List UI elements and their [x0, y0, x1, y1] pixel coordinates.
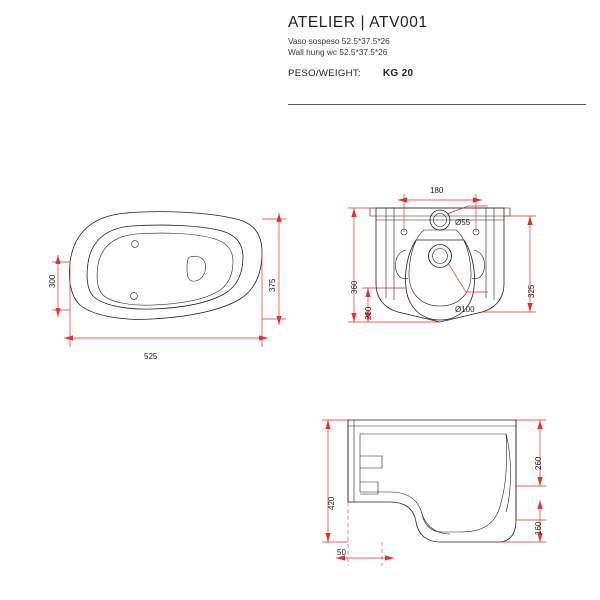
product-subtitle-en: Wall hung wc 52.5*37.5*26 [288, 46, 388, 57]
dim-rear-height-325: 325 [527, 284, 536, 298]
side-view-drawing [320, 400, 560, 575]
dim-side-offset-50: 50 [337, 548, 346, 557]
product-title: ATELIER | ATV001 [288, 14, 428, 31]
weight-label: PESO/WEIGHT: [288, 68, 361, 79]
rear-view-drawing [340, 180, 555, 360]
dim-top-depth-outer: 375 [268, 278, 277, 292]
dim-rear-bolt-spacing: 180 [430, 186, 444, 195]
dim-top-depth-inner: 300 [48, 274, 57, 288]
product-subtitle-it: Vaso sospeso 52.5*37.5*26 [288, 36, 390, 46]
dim-top-width: 525 [144, 352, 158, 361]
header-block [288, 14, 588, 79]
dim-rear-height-230: 230 [364, 306, 373, 320]
header-divider [288, 104, 586, 105]
dim-rear-inlet-dia: Ø55 [455, 218, 471, 227]
weight-value: KG 20 [382, 68, 414, 79]
dim-side-height-260: 260 [534, 456, 543, 470]
dim-rear-outlet-dia: Ø100 [455, 305, 475, 314]
dim-side-height-160: 160 [534, 521, 543, 535]
dim-rear-height-360: 360 [350, 280, 359, 294]
weight-row [288, 68, 588, 79]
top-view-drawing [40, 195, 290, 380]
dim-side-length-420: 420 [327, 496, 336, 510]
